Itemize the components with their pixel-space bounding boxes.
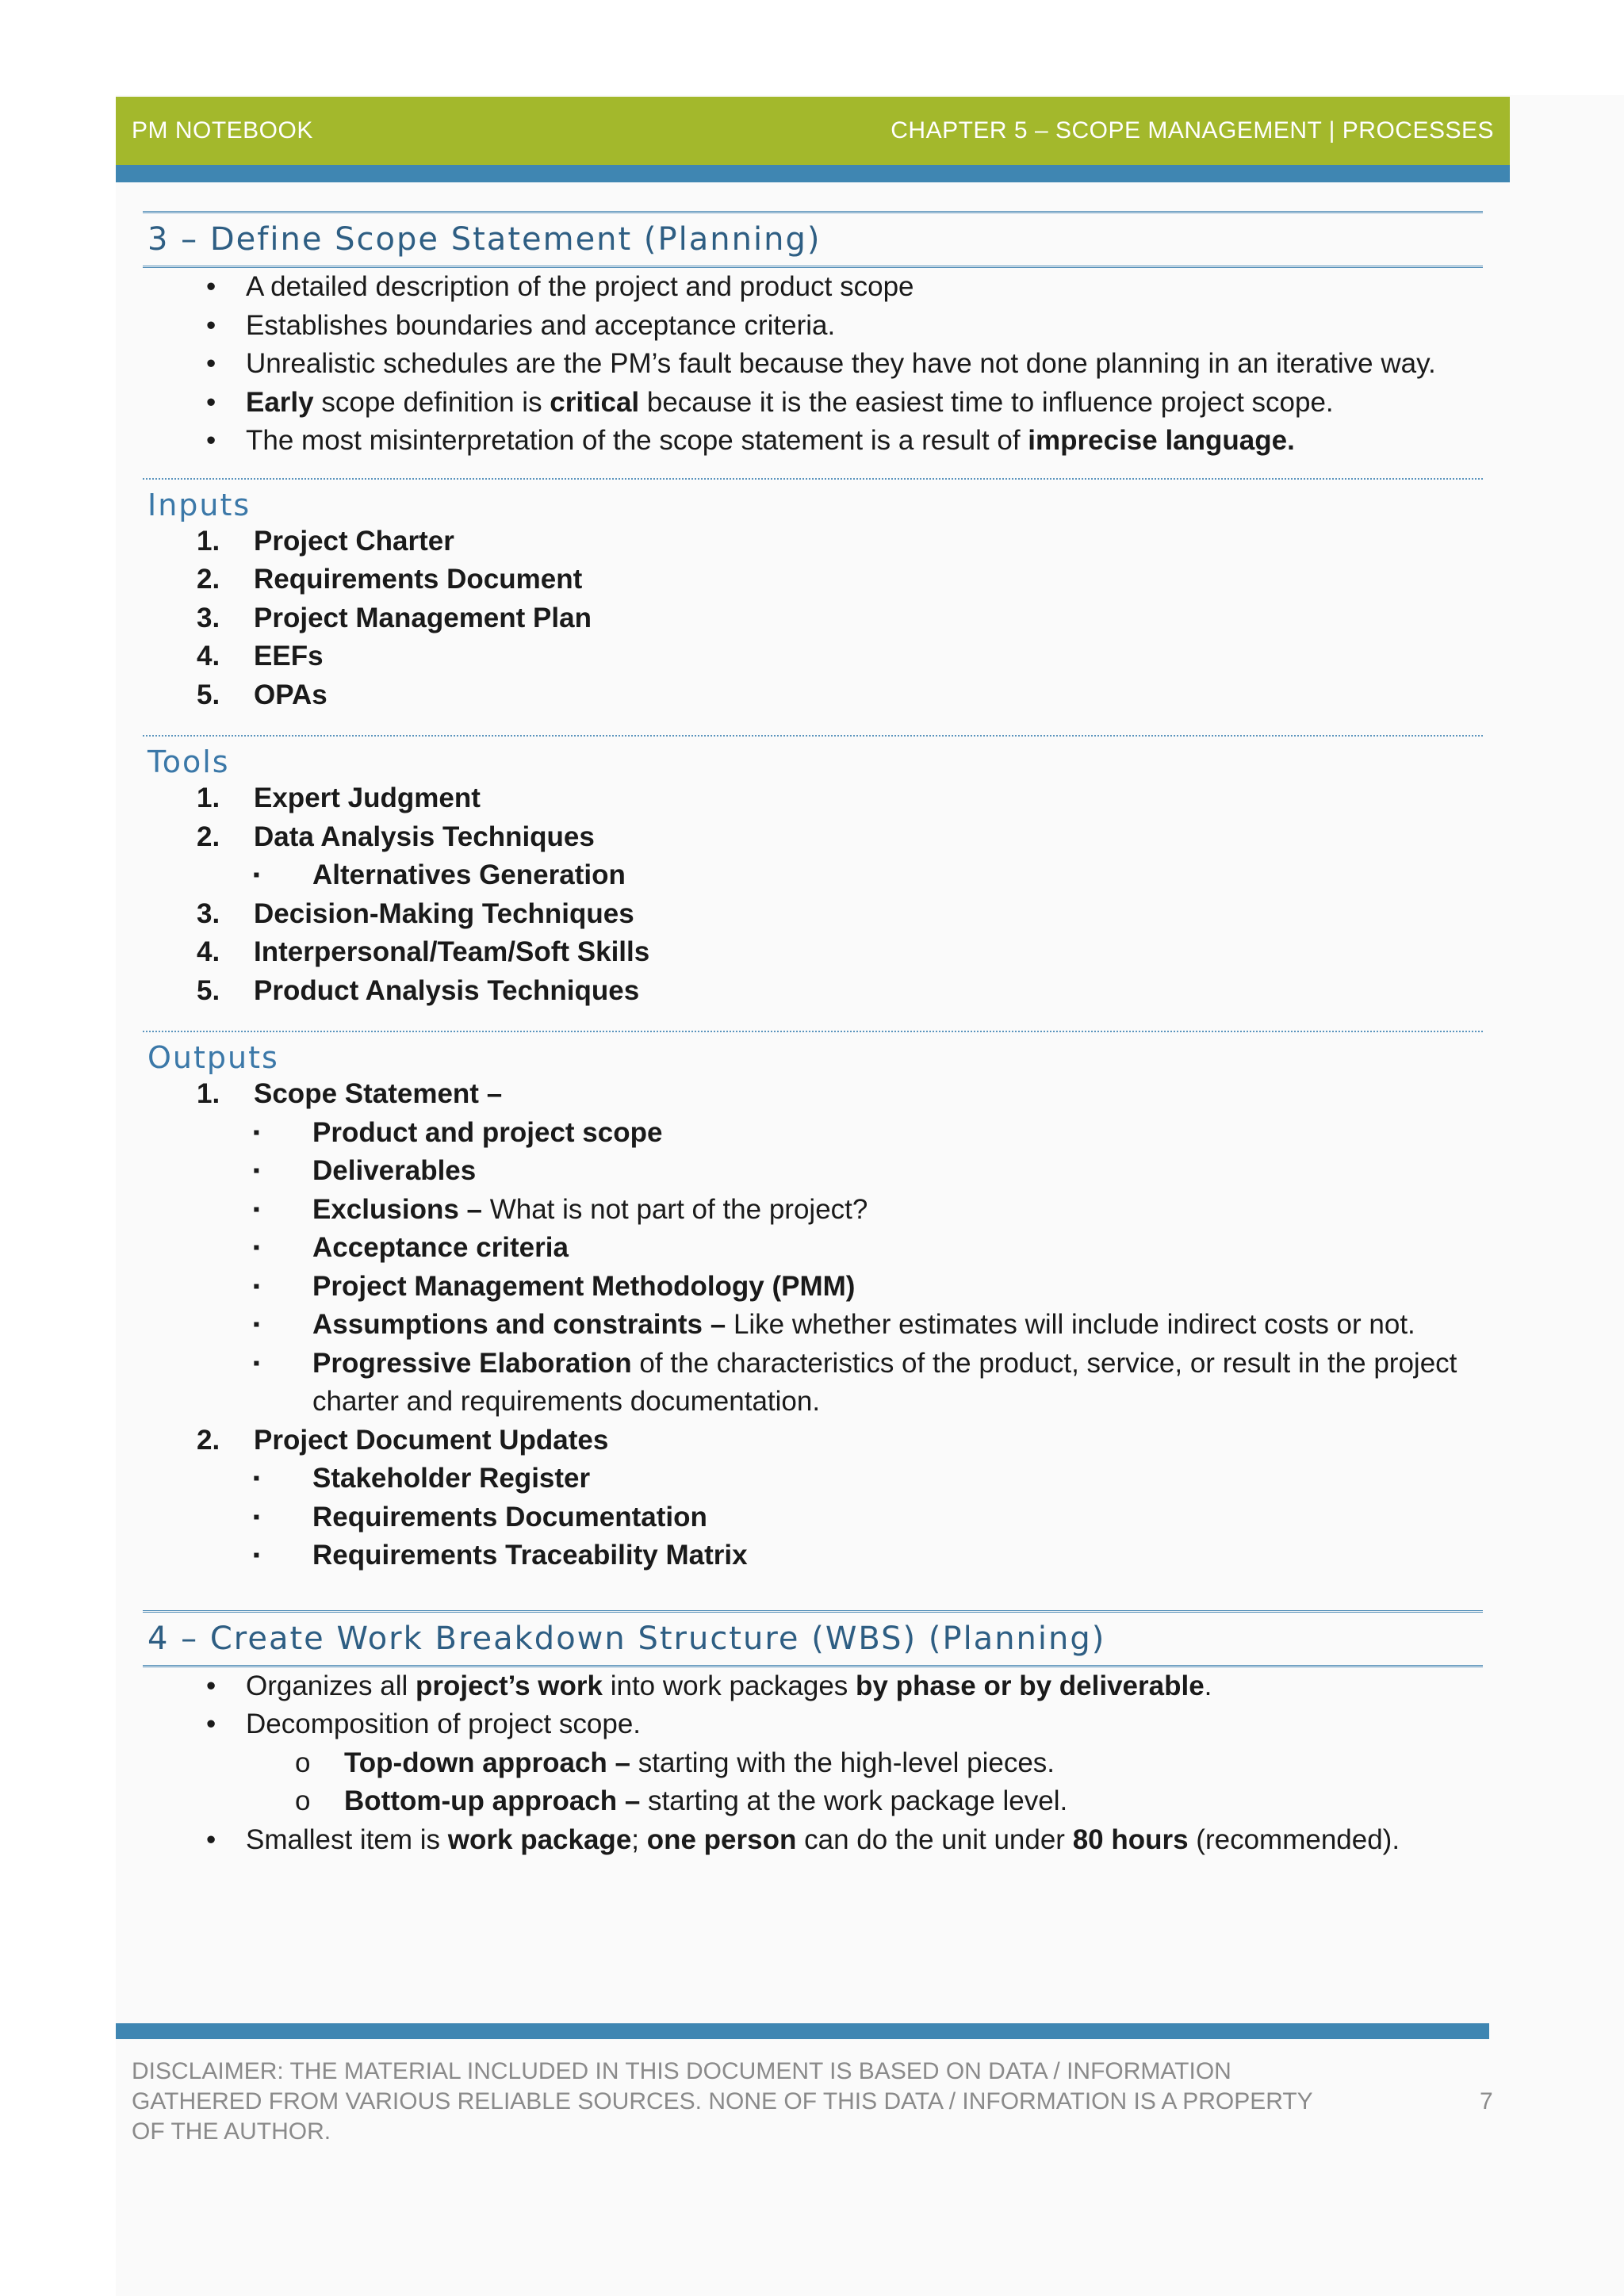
tools-list <box>143 779 1483 856</box>
section-4-bullets <box>143 1667 1483 1744</box>
page-header <box>116 97 1510 165</box>
section-3-heading <box>143 211 1483 268</box>
outputs-sublist-2 <box>143 1460 1483 1575</box>
list-item: • A detailed description of the project and product scope <box>206 271 914 302</box>
list-item: ▪ Acceptance criteria <box>253 1232 569 1263</box>
header-left: PM NOTEBOOK <box>132 117 313 144</box>
list-item: • The most misinterpretation of the scope statement is a result of imprecise language. <box>206 425 1295 456</box>
footer-bar <box>116 2023 1489 2039</box>
list-item: 1. Expert Judgment <box>197 783 481 813</box>
list-item: ▪ Progressive Elaboration of the characteristics of the product, service, or result in the project charter and requirements documentation. <box>253 1347 1457 1417</box>
list-item: • Establishes boundaries and acceptance criteria. <box>206 309 836 341</box>
list-item: ▪ Requirements Documentation <box>253 1501 707 1533</box>
section-4-heading <box>143 1610 1483 1667</box>
list-item: 3. Decision-Making Techniques <box>197 897 634 929</box>
list-item: o Top-down approach – starting with the high-level pieces. <box>295 1747 1055 1778</box>
tools-heading: Tools <box>143 735 1483 779</box>
list-item: • Smallest item is work package; one person can do the unit under 80 hours (recommended). <box>206 1823 1400 1855</box>
list-item: 2. Requirements Document <box>197 564 583 595</box>
list-item: o Bottom-up approach – starting at the work package level. <box>295 1785 1068 1816</box>
list-item: ▪ Project Management Methodology (PMM) <box>253 1270 856 1302</box>
list-item: ▪ Product and project scope <box>253 1116 663 1148</box>
list-item: 2. Project Document Updates <box>197 1424 609 1456</box>
list-item: • Organizes all project’s work into work packages by phase or by deliverable. <box>206 1670 1212 1701</box>
list-item: 4. EEFs <box>197 641 324 672</box>
outputs-sublist-1 <box>143 1114 1483 1422</box>
list-item: 1. Scope Statement – <box>197 1078 503 1109</box>
page-number: 7 <box>1480 2088 1493 2114</box>
list-item: ▪ Assumptions and constraints – Like whether estimates will include indirect costs or not. <box>253 1309 1415 1340</box>
outputs-heading: Outputs <box>143 1031 1483 1075</box>
list-item: ▪ Requirements Traceability Matrix <box>253 1540 748 1571</box>
list-item: 3. Project Management Plan <box>197 602 592 633</box>
list-item: 5. OPAs <box>197 679 327 710</box>
list-item: ▪ Alternatives Generation <box>253 859 626 890</box>
list-item: 5. Product Analysis Techniques <box>197 974 640 1006</box>
list-item: • Unrealistic schedules are the PM’s fault because they have not done planning in an iterative way. <box>206 348 1436 379</box>
outputs-list-continued <box>143 1422 1483 1460</box>
list-item: • Early scope definition is critical because it is the easiest time to influence project scope. <box>206 386 1334 418</box>
inputs-list <box>143 522 1483 715</box>
header-bar <box>116 165 1510 182</box>
section-4-title: 4 – Create Work Breakdown Structure (WBS) (Planning) <box>147 1620 1106 1657</box>
section-4-sublist <box>143 1744 1483 1821</box>
footer-disclaimer: DISCLAIMER: THE MATERIAL INCLUDED IN THIS DOCUMENT IS BASED ON DATA / INFORMATION GATHERED FROM VARIOUS RELIABLE SOURCES. NONE OF THIS DATA / INFORMATION IS A PROPERTY OF THE AUTHOR. <box>132 2058 1313 2145</box>
outputs-list <box>143 1075 1483 1114</box>
list-item: 2. Data Analysis Techniques <box>197 821 595 852</box>
list-item: • Decomposition of project scope. <box>206 1709 642 1739</box>
tools-list-continued <box>143 895 1483 1011</box>
tools-sublist <box>143 856 1483 895</box>
section-3-title: 3 – Define Scope Statement (Planning) <box>147 221 822 258</box>
list-item: 1. Project Charter <box>197 525 454 557</box>
section-3-bullets <box>143 268 1483 461</box>
page-content <box>143 211 1483 1859</box>
header-right: CHAPTER 5 – SCOPE MANAGEMENT | PROCESSES <box>891 117 1494 144</box>
list-item: 4. Interpersonal/Team/Soft Skills <box>197 936 650 967</box>
inputs-heading: Inputs <box>143 478 1483 522</box>
list-item: ▪ Stakeholder Register <box>253 1463 591 1494</box>
list-item: ▪ Deliverables <box>253 1155 477 1186</box>
list-item: ▪ Exclusions – What is not part of the project? <box>253 1193 868 1225</box>
section-4-bullets-continued <box>143 1821 1483 1860</box>
